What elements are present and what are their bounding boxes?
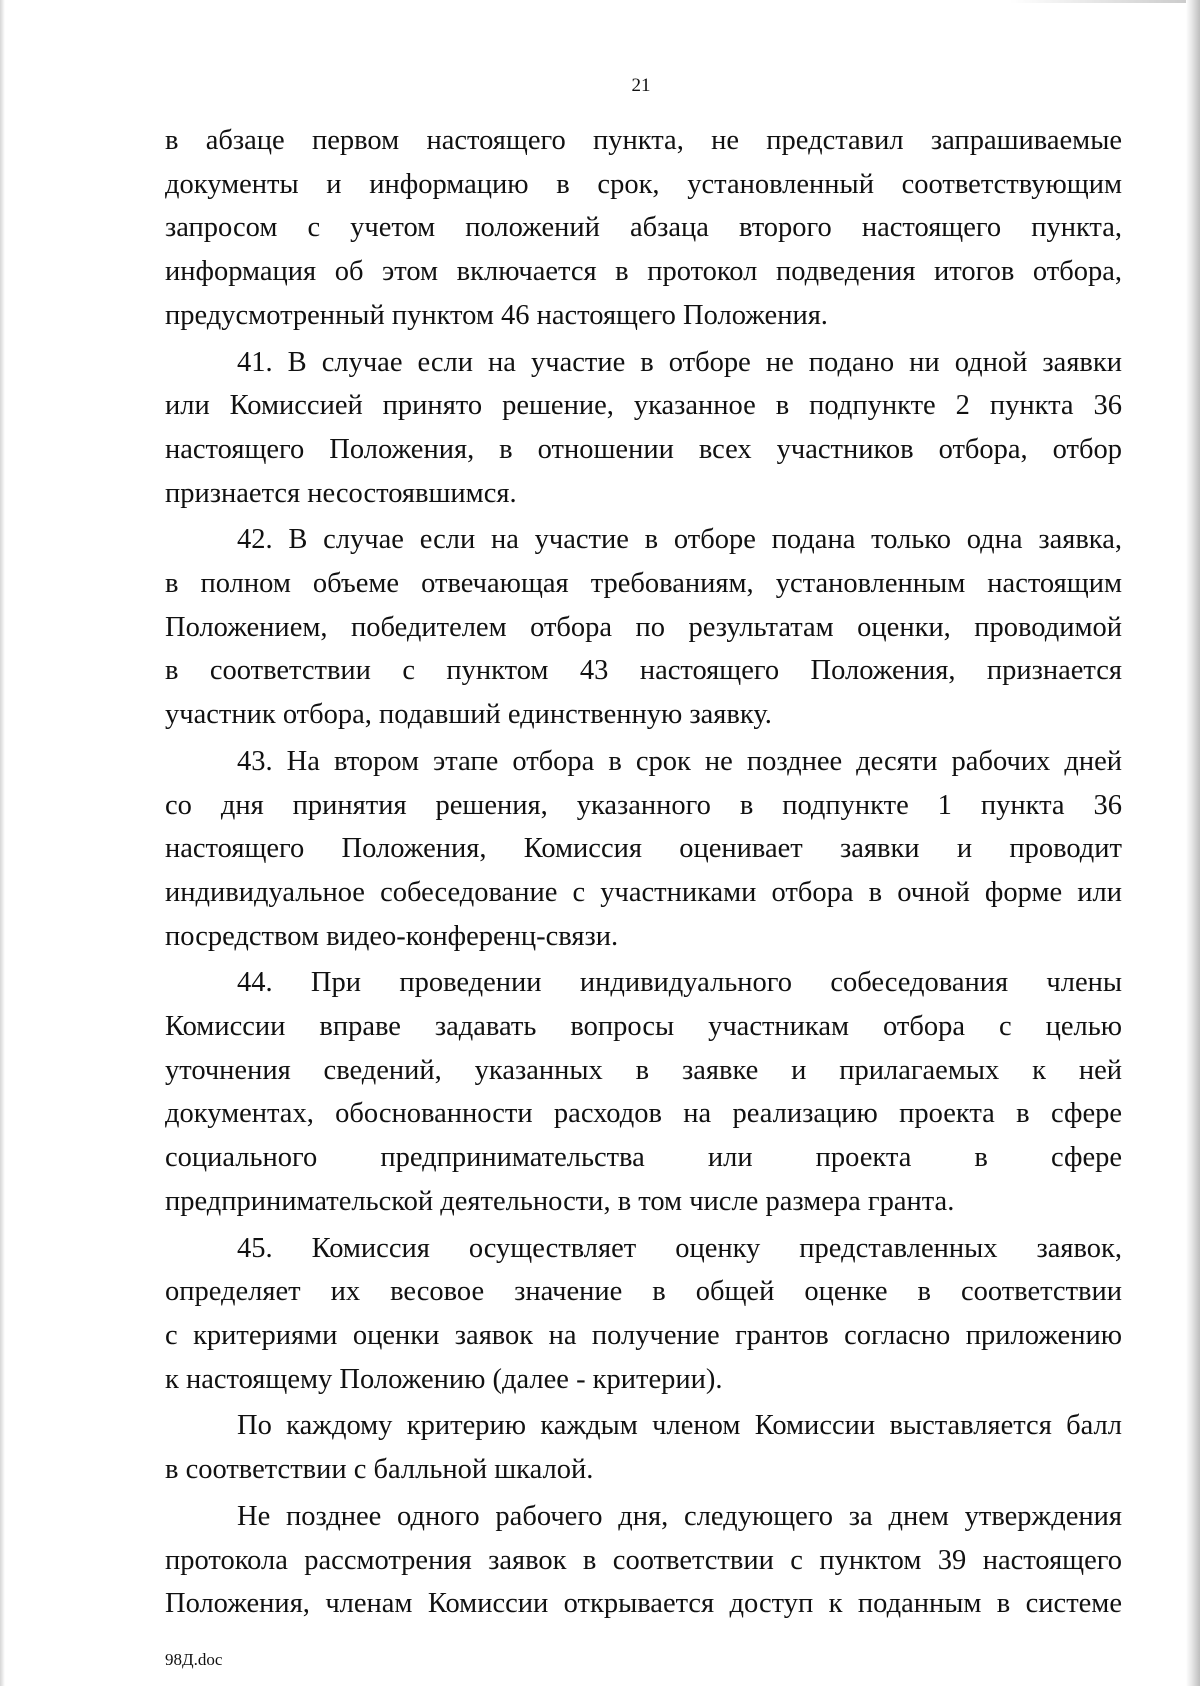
page-number: 21 [631, 75, 651, 96]
text-line: определяет их весовое значение в общей оценке в соответствии [165, 1276, 1122, 1308]
text-line: 44. При проведении индивидуального собеседования члены [237, 967, 1122, 999]
text-line: По каждому критерию каждым членом Комиссии выставляется балл [237, 1410, 1122, 1442]
text-line: или Комиссией принято решение, указанное в подпункте 2 пункта 36 [165, 390, 1122, 422]
text-line: в полном объеме отвечающая требованиям, установленным настоящим [165, 568, 1122, 600]
text-line: в абзаце первом настоящего пункта, не представил запрашиваемые [165, 125, 1122, 156]
text-line: 45. Комиссия осуществляет оценку представленных заявок, [237, 1232, 1122, 1264]
text-line: со дня принятия решения, указанного в подпункте 1 пункта 36 [165, 789, 1122, 821]
text-line: участник отбора, подавший единственную заявку. [165, 699, 772, 731]
text-line: социального предпринимательства или проекта в сфере [165, 1142, 1122, 1174]
text-line: 43. На втором этапе отбора в срок не позднее десяти рабочих дней [237, 745, 1122, 777]
text-line: в соответствии с балльной шкалой. [165, 1454, 594, 1486]
text-line: посредством видео-конференц-связи. [165, 920, 619, 952]
scan-edge-left [0, 0, 5, 1686]
text-line: уточнения сведений, указанных в заявке и прилагаемых к ней [165, 1054, 1122, 1086]
text-line: запросом с учетом положений абзаца второго настоящего пункта, [165, 212, 1122, 244]
text-line: индивидуальное собеседование с участниками отбора в очной форме или [165, 876, 1122, 908]
text-line: Положением, победителем отбора по результатам оценки, проводимой [165, 611, 1122, 643]
text-line: в соответствии с пунктом 43 настоящего Положения, признается [165, 655, 1122, 687]
text-line: настоящего Положения, в отношении всех участников отбора, отбор [165, 433, 1122, 465]
text-line: к настоящему Положению (далее - критерии). [165, 1363, 723, 1395]
text-line: Комиссии вправе задавать вопросы участникам отбора с целью [165, 1011, 1122, 1043]
text-line: документы и информацию в срок, установленный соответствующим [165, 168, 1122, 200]
text-line: настоящего Положения, Комиссия оценивает заявки и проводит [165, 833, 1122, 865]
text-line: Не позднее одного рабочего дня, следующего за днем утверждения [237, 1500, 1122, 1532]
text-line: Положения, членам Комиссии открывается доступ к поданным в системе [165, 1588, 1122, 1620]
text-line: предусмотренный пунктом 46 настоящего Положения. [165, 299, 828, 331]
text-line: информация об этом включается в протокол подведения итогов отбора, [165, 256, 1122, 288]
scan-edge-top [1010, 0, 1200, 3]
scan-edge-right [1186, 0, 1200, 1686]
document-body [165, 119, 1122, 1626]
text-line: предпринимательской деятельности, в том числе размера гранта. [165, 1185, 955, 1217]
text-line: протокола рассмотрения заявок в соответствии с пунктом 39 настоящего [165, 1544, 1122, 1576]
text-line: с критериями оценки заявок на получение грантов согласно приложению [165, 1319, 1122, 1351]
text-line: 41. В случае если на участие в отборе не подано ни одной заявки [237, 346, 1122, 378]
text-line: документах, обоснованности расходов на реализацию проекта в сфере [165, 1098, 1122, 1130]
text-line: 42. В случае если на участие в отборе подана только одна заявка, [237, 524, 1122, 556]
text-line: признается несостоявшимся. [165, 477, 517, 509]
footer-filename: 98Д.doc [165, 1650, 223, 1669]
